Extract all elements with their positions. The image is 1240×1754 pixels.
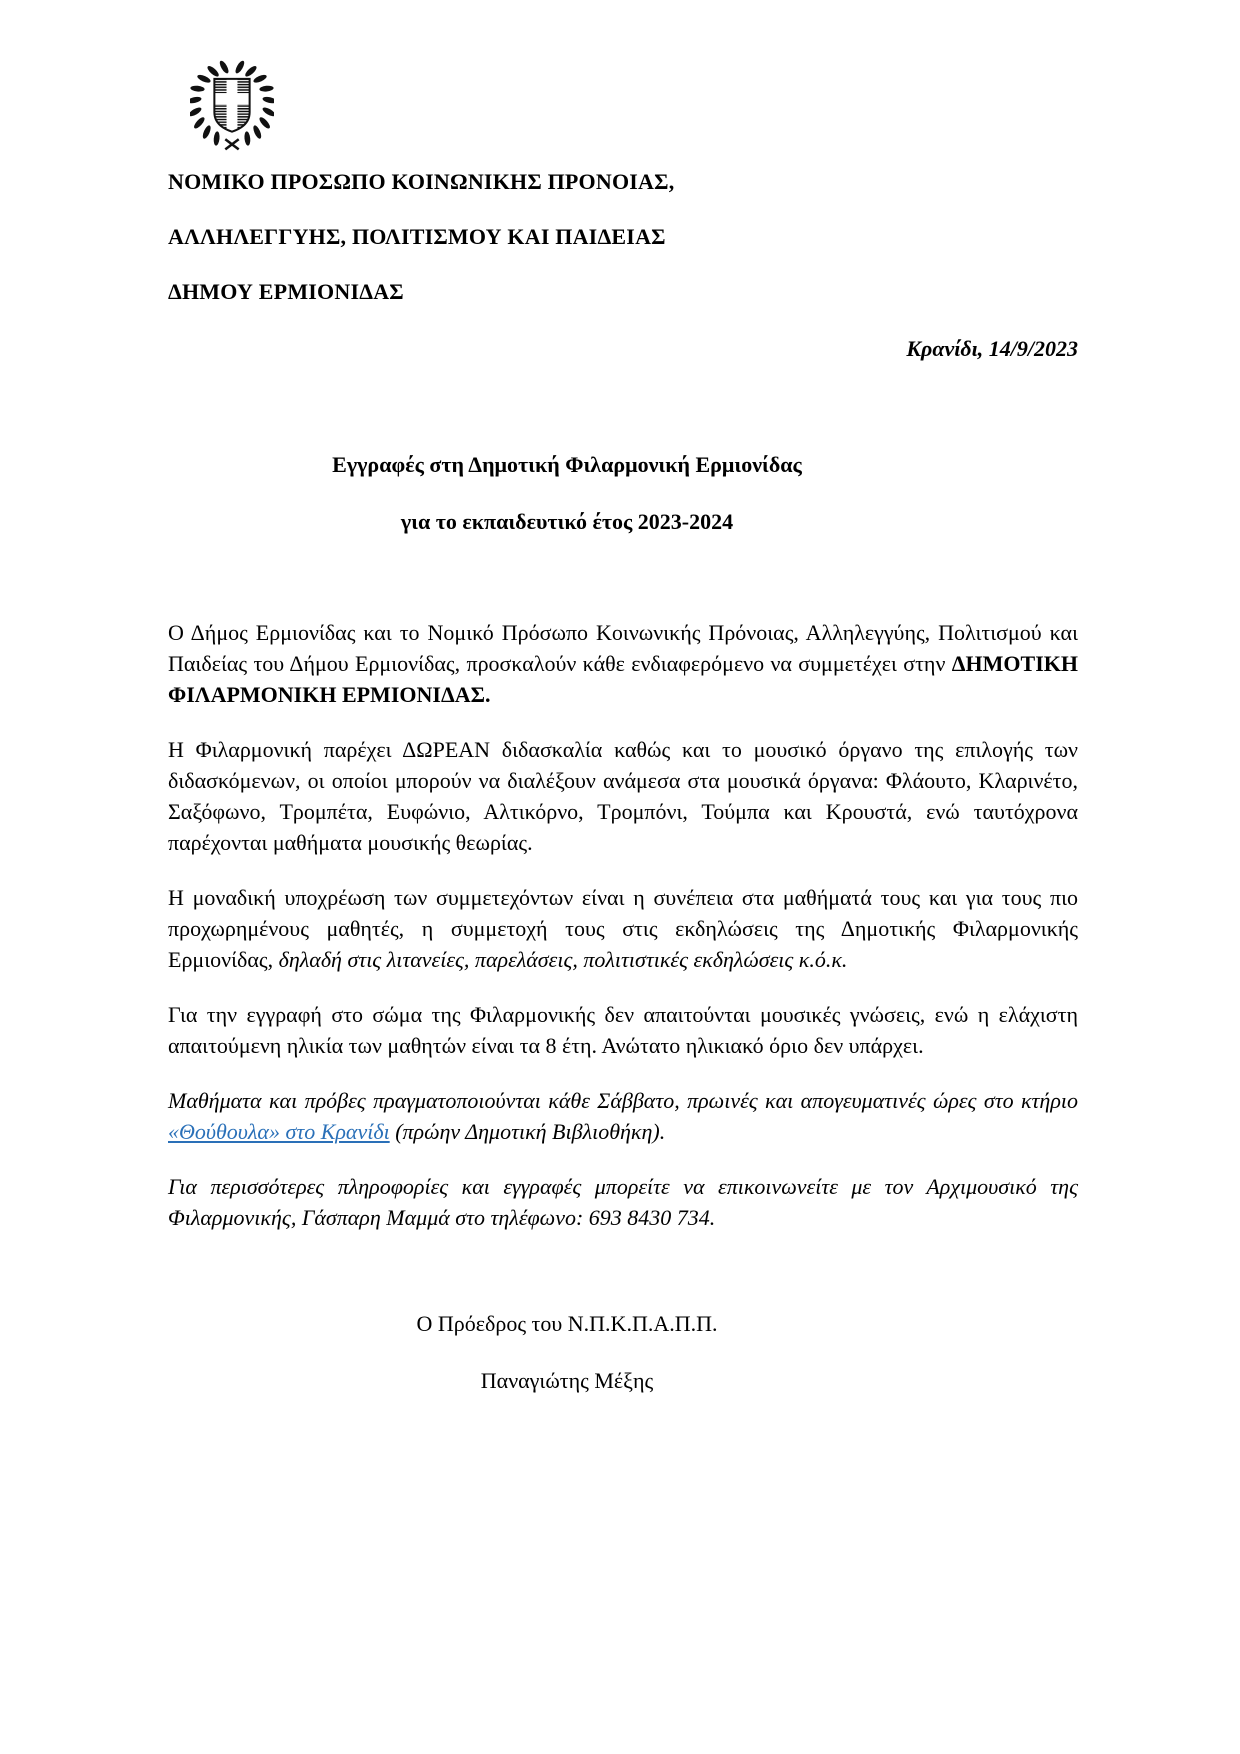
paragraph-contact-info: Για περισσότερες πληροφορίες και εγγραφές μπορείτε να επικοινωνείτε με τον Αρχιμουσικό της Φιλαρμονικής, Γάσπαρη Μαμμά στο τηλέφωνο: 693 8430 734. [168, 1174, 1078, 1230]
former-library-note: (πρώην Δημοτική Βιβλιοθήκη). [389, 1119, 666, 1144]
document-title-line-2: για το εκπαιδευτικό έτος 2023-2024 [400, 509, 734, 534]
paragraph-obligations [168, 882, 1078, 975]
paragraph-obligations-text: Η μοναδική υποχρέωση των συμμετεχόντων είναι η συνέπεια στα μαθήματά τους και για τους πιο προχωρημένους μαθητές, η συμμετοχή τους στις εκδηλώσεις της Δημοτικής Φιλαρμονικής Ερμιονίδας, [168, 885, 1078, 972]
org-name-line-1: ΝΟΜΙΚΟ ΠΡΟΣΩΠΟ ΚΟΙΝΩΝΙΚΗΣ ΠΡΟΝΟΙΑΣ, [168, 169, 675, 194]
signature-name-line: Παναγιώτης Μέξης [480, 1368, 654, 1393]
paragraph-obligations-examples: δηλαδή στις λιτανείες, παρελάσεις, πολιτιστικές εκδηλώσεις κ.ό.κ. [278, 947, 848, 972]
thouthoula-building-link[interactable]: «Θούθουλα» στο Κρανίδι [168, 1119, 390, 1144]
signature-role-line: Ο Πρόεδρος του Ν.Π.Κ.Π.Α.Π.Π. [416, 1311, 718, 1336]
philharmonic-name-bold: ΔΗΜΟΤΙΚΗ ΦΙΛΑΡΜΟΝΙΚΗ ΕΡΜΙΟΝΙΔΑΣ. [168, 651, 1078, 707]
paragraph-invitation-text: Ο Δήμος Ερμιονίδας και το Νομικό Πρόσωπο Κοινωνικής Πρόνοιας, Αλληλεγγύης, Πολιτισμού και Παιδείας του Δήμου Ερμιονίδας, προσκαλούν κάθε ενδιαφερόμενο να συμμετέχει στην [168, 620, 1078, 676]
place-date-line: Κρανίδι, 14/9/2023 [906, 336, 1078, 361]
org-name-line-2: ΑΛΛΗΛΕΓΓΥΗΣ, ΠΟΛΙΤΙΣΜΟΥ ΚΑΙ ΠΑΙΔΕΙΑΣ [168, 224, 666, 249]
paragraph-invitation [168, 617, 1078, 710]
shield-with-cross [214, 79, 249, 132]
greek-coat-of-arms-icon [190, 57, 274, 151]
paragraph-lessons-schedule [168, 1085, 1078, 1147]
org-name-line-3: ΔΗΜΟΥ ΕΡΜΙΟΝΙΔΑΣ [168, 279, 404, 304]
document-title-line-1: Εγγραφές στη Δημοτική Φιλαρμονική Ερμιονίδας [332, 452, 802, 477]
wreath-stems [225, 139, 238, 149]
lessons-schedule-text: Μαθήματα και πρόβες πραγματοποιούνται κάθε Σάββατο, πρωινές και απογευματινές ώρες στο κτήριο [168, 1088, 1078, 1113]
paragraph-free-tuition-instruments: Η Φιλαρμονική παρέχει ΔΩΡΕΑΝ διδασκαλία καθώς και το μουσικό όργανο της επιλογής των διδασκόμενων, οι οποίοι μπορούν να διαλέξουν ανάμεσα στα μουσικά όργανα: Φλάουτο, Κλαρινέτο, Σαξόφωνο, Τρομπέτα, Ευφώνιο, Αλτικόρνο, Τρομπόνι, Τούμπα και Κρουστά, ενώ ταυτόχρονα παρέχονται μαθήματα μουσικής θεωρίας. [168, 737, 1078, 855]
paragraph-age-requirements: Για την εγγραφή στο σώμα της Φιλαρμονικής δεν απαιτούνται μουσικές γνώσεις, ενώ η ελάχιστη απαιτούμενη ηλικία των μαθητών είναι τα 8 έτη. Ανώτατο ηλικιακό όριο δεν υπάρχει. [168, 1002, 1078, 1058]
